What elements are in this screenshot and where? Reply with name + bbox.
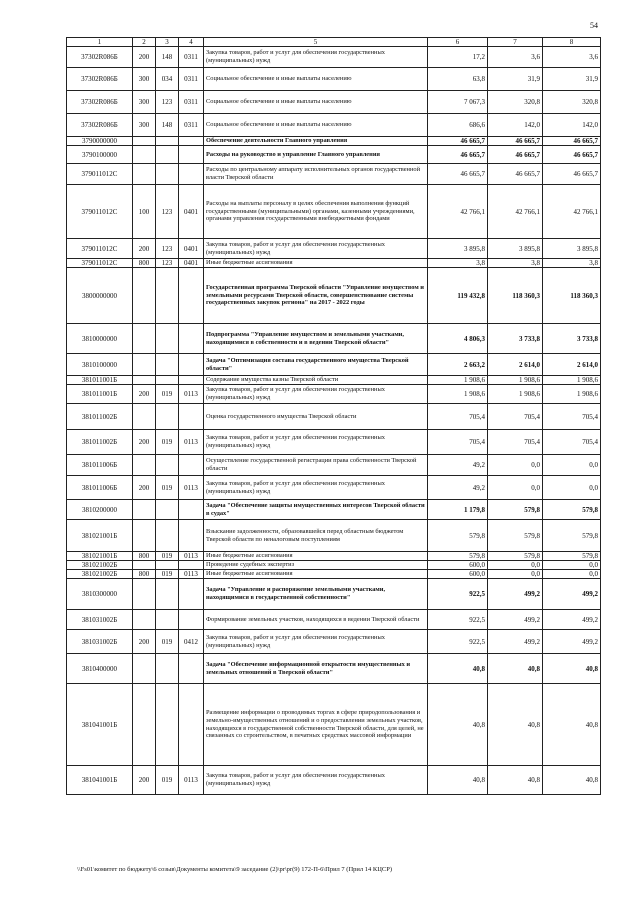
- row-expense-type: 200: [133, 766, 156, 795]
- row-expense-type: [133, 561, 156, 570]
- table-row: [67, 239, 601, 259]
- row-admin-code: 123: [156, 91, 179, 114]
- row-description: Социальное обеспечение и иные выплаты населению: [204, 91, 428, 114]
- row-value-col6: 600,0: [428, 570, 488, 579]
- row-expense-type: [133, 146, 156, 164]
- table-row: [67, 455, 601, 476]
- row-code: 3790000000: [67, 137, 133, 146]
- header-cell: 8: [543, 38, 601, 47]
- row-section-code: 0113: [179, 552, 204, 561]
- table-row: [67, 47, 601, 68]
- row-description: Иные бюджетные ассигнования: [204, 570, 428, 579]
- row-section-code: 0401: [179, 259, 204, 268]
- row-code: 3810400000: [67, 654, 133, 684]
- row-section-code: 0113: [179, 766, 204, 795]
- row-expense-type: [133, 376, 156, 385]
- row-value-col7: 0,0: [488, 476, 543, 500]
- row-section-code: 0412: [179, 630, 204, 654]
- row-expense-type: 200: [133, 630, 156, 654]
- row-code: 381021001Б: [67, 552, 133, 561]
- row-code: 381011002Б: [67, 404, 133, 430]
- row-expense-type: [133, 268, 156, 324]
- row-value-col8: 3 733,8: [543, 324, 601, 354]
- row-value-col6: 1 908,6: [428, 385, 488, 404]
- row-section-code: [179, 579, 204, 610]
- row-code: 381011002Б: [67, 430, 133, 455]
- row-expense-type: [133, 404, 156, 430]
- row-value-col8: 320,8: [543, 91, 601, 114]
- row-code: 3810100000: [67, 354, 133, 376]
- table-row: [67, 114, 601, 137]
- row-description: Обеспечение деятельности Главного управления: [204, 137, 428, 146]
- row-value-col6: 922,5: [428, 610, 488, 630]
- row-code: 381031002Б: [67, 630, 133, 654]
- row-section-code: [179, 324, 204, 354]
- header-cell: 1: [67, 38, 133, 47]
- row-expense-type: 200: [133, 239, 156, 259]
- table-row: [67, 579, 601, 610]
- row-code: 3810200000: [67, 500, 133, 520]
- row-admin-code: 123: [156, 259, 179, 268]
- row-value-col8: 3,6: [543, 47, 601, 68]
- row-description: Закупка товаров, работ и услуг для обеспечения государственных (муниципальных) нужд: [204, 430, 428, 455]
- table-row: [67, 684, 601, 766]
- row-section-code: [179, 146, 204, 164]
- header-cell: 3: [156, 38, 179, 47]
- row-value-col7: 579,8: [488, 500, 543, 520]
- row-expense-type: [133, 137, 156, 146]
- row-admin-code: 019: [156, 766, 179, 795]
- row-expense-type: [133, 500, 156, 520]
- row-admin-code: [156, 610, 179, 630]
- table-row: [67, 268, 601, 324]
- row-value-col8: 2 614,0: [543, 354, 601, 376]
- row-code: 381041001Б: [67, 684, 133, 766]
- row-value-col6: 579,8: [428, 520, 488, 552]
- row-value-col7: 579,8: [488, 520, 543, 552]
- row-value-col7: 705,4: [488, 430, 543, 455]
- header-cell: 6: [428, 38, 488, 47]
- row-admin-code: 019: [156, 630, 179, 654]
- row-code: 381041001Б: [67, 766, 133, 795]
- row-description: Закупка товаров, работ и услуг для обеспечения государственных (муниципальных) нужд: [204, 47, 428, 68]
- row-value-col8: 46 665,7: [543, 137, 601, 146]
- table-row: [67, 354, 601, 376]
- row-code: 37302R086Б: [67, 47, 133, 68]
- row-value-col8: 579,8: [543, 520, 601, 552]
- row-value-col6: 46 665,7: [428, 164, 488, 185]
- row-section-code: [179, 376, 204, 385]
- row-value-col6: 1 179,8: [428, 500, 488, 520]
- row-expense-type: 100: [133, 185, 156, 239]
- row-value-col7: 499,2: [488, 630, 543, 654]
- row-value-col6: 705,4: [428, 430, 488, 455]
- row-value-col8: 499,2: [543, 610, 601, 630]
- row-expense-type: [133, 455, 156, 476]
- row-value-col8: 46 665,7: [543, 146, 601, 164]
- row-value-col7: 0,0: [488, 570, 543, 579]
- row-code: 381021002Б: [67, 570, 133, 579]
- row-admin-code: [156, 455, 179, 476]
- table-row: [67, 476, 601, 500]
- row-value-col6: 42 766,1: [428, 185, 488, 239]
- table-row: [67, 91, 601, 114]
- row-expense-type: [133, 354, 156, 376]
- row-value-col8: 42 766,1: [543, 185, 601, 239]
- row-code: 381031002Б: [67, 610, 133, 630]
- row-description: Проведение судебных экспертиз: [204, 561, 428, 570]
- table-row: [67, 766, 601, 795]
- row-admin-code: [156, 500, 179, 520]
- row-value-col6: 2 663,2: [428, 354, 488, 376]
- row-admin-code: [156, 376, 179, 385]
- row-section-code: 0311: [179, 68, 204, 91]
- row-value-col6: 1 908,6: [428, 376, 488, 385]
- row-value-col8: 499,2: [543, 630, 601, 654]
- row-admin-code: [156, 146, 179, 164]
- row-value-col8: 0,0: [543, 476, 601, 500]
- table-row: [67, 654, 601, 684]
- row-value-col6: 40,8: [428, 766, 488, 795]
- row-value-col6: 40,8: [428, 684, 488, 766]
- row-value-col6: 579,8: [428, 552, 488, 561]
- row-expense-type: [133, 684, 156, 766]
- row-section-code: [179, 164, 204, 185]
- row-section-code: 0113: [179, 476, 204, 500]
- row-code: 381021001Б: [67, 520, 133, 552]
- row-value-col8: 0,0: [543, 561, 601, 570]
- row-admin-code: [156, 579, 179, 610]
- table-row: [67, 500, 601, 520]
- row-value-col7: 46 665,7: [488, 146, 543, 164]
- row-expense-type: 200: [133, 430, 156, 455]
- row-value-col7: 142,0: [488, 114, 543, 137]
- table-row: [67, 610, 601, 630]
- row-code: 3810300000: [67, 579, 133, 610]
- row-value-col8: 46 665,7: [543, 164, 601, 185]
- row-value-col6: 49,2: [428, 476, 488, 500]
- row-value-col7: 0,0: [488, 455, 543, 476]
- row-section-code: 0311: [179, 114, 204, 137]
- row-expense-type: 200: [133, 385, 156, 404]
- row-value-col8: 40,8: [543, 654, 601, 684]
- row-admin-code: [156, 164, 179, 185]
- row-value-col8: 0,0: [543, 455, 601, 476]
- row-value-col6: 40,8: [428, 654, 488, 684]
- row-description: Закупка товаров, работ и услуг для обеспечения государственных (муниципальных) нужд: [204, 239, 428, 259]
- row-value-col7: 3 895,8: [488, 239, 543, 259]
- row-value-col8: 499,2: [543, 579, 601, 610]
- row-value-col8: 118 360,3: [543, 268, 601, 324]
- row-admin-code: 019: [156, 385, 179, 404]
- row-expense-type: [133, 579, 156, 610]
- table-row: [67, 561, 601, 570]
- row-value-col7: 0,0: [488, 561, 543, 570]
- row-value-col7: 46 665,7: [488, 164, 543, 185]
- row-section-code: [179, 404, 204, 430]
- table-row: [67, 185, 601, 239]
- row-code: 381011001Б: [67, 385, 133, 404]
- row-expense-type: [133, 324, 156, 354]
- row-admin-code: [156, 324, 179, 354]
- row-description: Расходы по центральному аппарату исполнительных органов государственной власти Тверской области: [204, 164, 428, 185]
- row-value-col8: 705,4: [543, 404, 601, 430]
- row-description: Закупка товаров, работ и услуг для обеспечения государственных (муниципальных) нужд: [204, 766, 428, 795]
- row-code: 381021002Б: [67, 561, 133, 570]
- row-code: 381011006Б: [67, 476, 133, 500]
- footer-file-path: \\Fs01\комитет по бюджету\6 созыв\Документы комитета\9 заседание (2)\pr\pr(9) 172-П-6\Прил 7 (Прил 14 КЦСР): [77, 866, 393, 873]
- row-value-col7: 3,8: [488, 259, 543, 268]
- row-admin-code: [156, 654, 179, 684]
- row-value-col6: 922,5: [428, 630, 488, 654]
- table-row: [67, 146, 601, 164]
- row-description: Задача "Обеспечение защиты имущественных интересов Тверской области в судах": [204, 500, 428, 520]
- row-value-col6: 3 895,8: [428, 239, 488, 259]
- table-body: [67, 47, 601, 795]
- row-section-code: [179, 455, 204, 476]
- row-section-code: 0113: [179, 430, 204, 455]
- row-description: Задача "Обеспечение информационной открытости имущественных и земельных отношений в Тверской области": [204, 654, 428, 684]
- row-admin-code: [156, 137, 179, 146]
- row-section-code: 0113: [179, 570, 204, 579]
- row-value-col8: 1 908,6: [543, 385, 601, 404]
- row-admin-code: 034: [156, 68, 179, 91]
- row-admin-code: [156, 520, 179, 552]
- row-admin-code: [156, 684, 179, 766]
- row-value-col8: 1 908,6: [543, 376, 601, 385]
- row-expense-type: 300: [133, 68, 156, 91]
- row-code: 381011001Б: [67, 376, 133, 385]
- table-row: [67, 520, 601, 552]
- row-section-code: 0113: [179, 385, 204, 404]
- row-description: Задача "Управление и распоряжение земельными участками, находящимися в государственной собственности": [204, 579, 428, 610]
- row-expense-type: 300: [133, 114, 156, 137]
- row-value-col7: 118 360,3: [488, 268, 543, 324]
- row-section-code: [179, 500, 204, 520]
- row-value-col7: 705,4: [488, 404, 543, 430]
- row-value-col7: 1 908,6: [488, 376, 543, 385]
- row-code: 3800000000: [67, 268, 133, 324]
- row-value-col6: 705,4: [428, 404, 488, 430]
- row-admin-code: [156, 354, 179, 376]
- table-row: [67, 137, 601, 146]
- table-row: [67, 324, 601, 354]
- row-description: Закупка товаров, работ и услуг для обеспечения государственных (муниципальных) нужд: [204, 476, 428, 500]
- row-value-col6: 119 432,8: [428, 268, 488, 324]
- row-admin-code: 019: [156, 430, 179, 455]
- row-section-code: [179, 354, 204, 376]
- row-value-col6: 17,2: [428, 47, 488, 68]
- row-code: 37302R086Б: [67, 68, 133, 91]
- table-row: [67, 404, 601, 430]
- page-number: 54: [590, 21, 598, 30]
- row-code: 3810000000: [67, 324, 133, 354]
- row-value-col8: 3,8: [543, 259, 601, 268]
- row-expense-type: [133, 654, 156, 684]
- table-row: [67, 68, 601, 91]
- row-description: Содержание имущества казны Тверской области: [204, 376, 428, 385]
- header-cell: 4: [179, 38, 204, 47]
- row-value-col7: 499,2: [488, 610, 543, 630]
- row-value-col7: 40,8: [488, 766, 543, 795]
- row-value-col8: 579,8: [543, 500, 601, 520]
- row-description: Иные бюджетные ассигнования: [204, 552, 428, 561]
- table-row: [67, 164, 601, 185]
- row-admin-code: 019: [156, 552, 179, 561]
- row-expense-type: [133, 164, 156, 185]
- row-value-col8: 40,8: [543, 684, 601, 766]
- row-value-col7: 579,8: [488, 552, 543, 561]
- row-admin-code: 123: [156, 185, 179, 239]
- row-code: 3790100000: [67, 146, 133, 164]
- row-value-col7: 31,9: [488, 68, 543, 91]
- row-code: 381011006Б: [67, 455, 133, 476]
- row-admin-code: [156, 561, 179, 570]
- row-section-code: [179, 610, 204, 630]
- row-value-col7: 42 766,1: [488, 185, 543, 239]
- row-value-col8: 579,8: [543, 552, 601, 561]
- table-row: [67, 385, 601, 404]
- row-section-code: [179, 654, 204, 684]
- budget-table: [66, 37, 601, 795]
- row-admin-code: [156, 268, 179, 324]
- row-description: Социальное обеспечение и иные выплаты населению: [204, 114, 428, 137]
- row-value-col8: 0,0: [543, 570, 601, 579]
- table-row: [67, 430, 601, 455]
- row-value-col6: 922,5: [428, 579, 488, 610]
- row-description: Государственная программа Тверской области "Управление имуществом и земельными ресурсами Тверской области, совершенствование системы государственных закупок региона" на 2017 - 2022 годы: [204, 268, 428, 324]
- row-description: Расходы на руководство и управление Главного управления: [204, 146, 428, 164]
- row-admin-code: 123: [156, 239, 179, 259]
- row-value-col8: 31,9: [543, 68, 601, 91]
- row-value-col7: 40,8: [488, 654, 543, 684]
- row-value-col6: 49,2: [428, 455, 488, 476]
- row-value-col7: 3 733,8: [488, 324, 543, 354]
- header-row: [67, 38, 601, 47]
- row-expense-type: 800: [133, 259, 156, 268]
- row-description: Закупка товаров, работ и услуг для обеспечения государственных (муниципальных) нужд: [204, 385, 428, 404]
- table-row: [67, 552, 601, 561]
- row-code: 37302R086Б: [67, 114, 133, 137]
- header-cell: 5: [204, 38, 428, 47]
- row-expense-type: 200: [133, 47, 156, 68]
- row-section-code: 0311: [179, 91, 204, 114]
- row-value-col6: 600,0: [428, 561, 488, 570]
- row-description: Расходы на выплаты персоналу в целях обеспечения выполнения функций государственными (муниципальными) органами, казенными учреждениями, органами управления государственными внебюджетными фондами: [204, 185, 428, 239]
- row-section-code: [179, 520, 204, 552]
- row-expense-type: 800: [133, 552, 156, 561]
- row-code: 379011012С: [67, 239, 133, 259]
- row-description: Взыскание задолженности, образовавшейся перед областным бюджетом Тверской области по неналоговым поступлениям: [204, 520, 428, 552]
- row-admin-code: 148: [156, 47, 179, 68]
- row-description: Осуществление государственной регистрации права собственности Тверской области: [204, 455, 428, 476]
- table-row: [67, 259, 601, 268]
- row-value-col8: 142,0: [543, 114, 601, 137]
- row-expense-type: 200: [133, 476, 156, 500]
- row-code: 379011012С: [67, 164, 133, 185]
- row-value-col6: 46 665,7: [428, 146, 488, 164]
- header-cell: 7: [488, 38, 543, 47]
- row-value-col7: 499,2: [488, 579, 543, 610]
- row-description: Задача "Оптимизация состава государственного имущества Тверской области": [204, 354, 428, 376]
- row-description: Социальное обеспечение и иные выплаты населению: [204, 68, 428, 91]
- row-expense-type: 300: [133, 91, 156, 114]
- row-value-col6: 63,8: [428, 68, 488, 91]
- row-value-col8: 705,4: [543, 430, 601, 455]
- row-value-col8: 3 895,8: [543, 239, 601, 259]
- row-code: 37302R086Б: [67, 91, 133, 114]
- table-row: [67, 630, 601, 654]
- row-section-code: 0311: [179, 47, 204, 68]
- row-value-col6: 46 665,7: [428, 137, 488, 146]
- table-row: [67, 570, 601, 579]
- row-code: 379011012С: [67, 259, 133, 268]
- row-expense-type: [133, 520, 156, 552]
- row-expense-type: [133, 610, 156, 630]
- row-section-code: [179, 561, 204, 570]
- row-section-code: [179, 684, 204, 766]
- row-description: Формирование земельных участков, находящихся в ведении Тверской области: [204, 610, 428, 630]
- row-description: Закупка товаров, работ и услуг для обеспечения государственных (муниципальных) нужд: [204, 630, 428, 654]
- row-admin-code: 019: [156, 570, 179, 579]
- header-cell: 2: [133, 38, 156, 47]
- row-value-col7: 1 908,6: [488, 385, 543, 404]
- row-value-col6: 4 806,3: [428, 324, 488, 354]
- row-code: 379011012С: [67, 185, 133, 239]
- row-section-code: [179, 137, 204, 146]
- row-value-col6: 7 067,3: [428, 91, 488, 114]
- row-admin-code: [156, 404, 179, 430]
- row-section-code: 0401: [179, 239, 204, 259]
- row-description: Иные бюджетные ассигнования: [204, 259, 428, 268]
- row-description: Размещение информации о проводимых торгах в сфере природопользования и земельно-имущественных отношений и о предоставлении земельных участков, находящихся в государственной собственности Тверской области, для целей, не связанных со строительством, в печатных средствах массовой информации: [204, 684, 428, 766]
- row-description: Оценка государственного имущества Тверской области: [204, 404, 428, 430]
- row-value-col7: 2 614,0: [488, 354, 543, 376]
- row-section-code: 0401: [179, 185, 204, 239]
- row-value-col8: 40,8: [543, 766, 601, 795]
- row-expense-type: 800: [133, 570, 156, 579]
- row-admin-code: 019: [156, 476, 179, 500]
- table-row: [67, 376, 601, 385]
- row-value-col6: 3,8: [428, 259, 488, 268]
- row-section-code: [179, 268, 204, 324]
- row-value-col7: 46 665,7: [488, 137, 543, 146]
- row-value-col6: 686,6: [428, 114, 488, 137]
- row-value-col7: 40,8: [488, 684, 543, 766]
- row-description: Подпрограмма "Управление имуществом и земельными участками, находящимися в собственности и в ведении Тверской области": [204, 324, 428, 354]
- row-value-col7: 320,8: [488, 91, 543, 114]
- row-value-col7: 3,6: [488, 47, 543, 68]
- row-admin-code: 148: [156, 114, 179, 137]
